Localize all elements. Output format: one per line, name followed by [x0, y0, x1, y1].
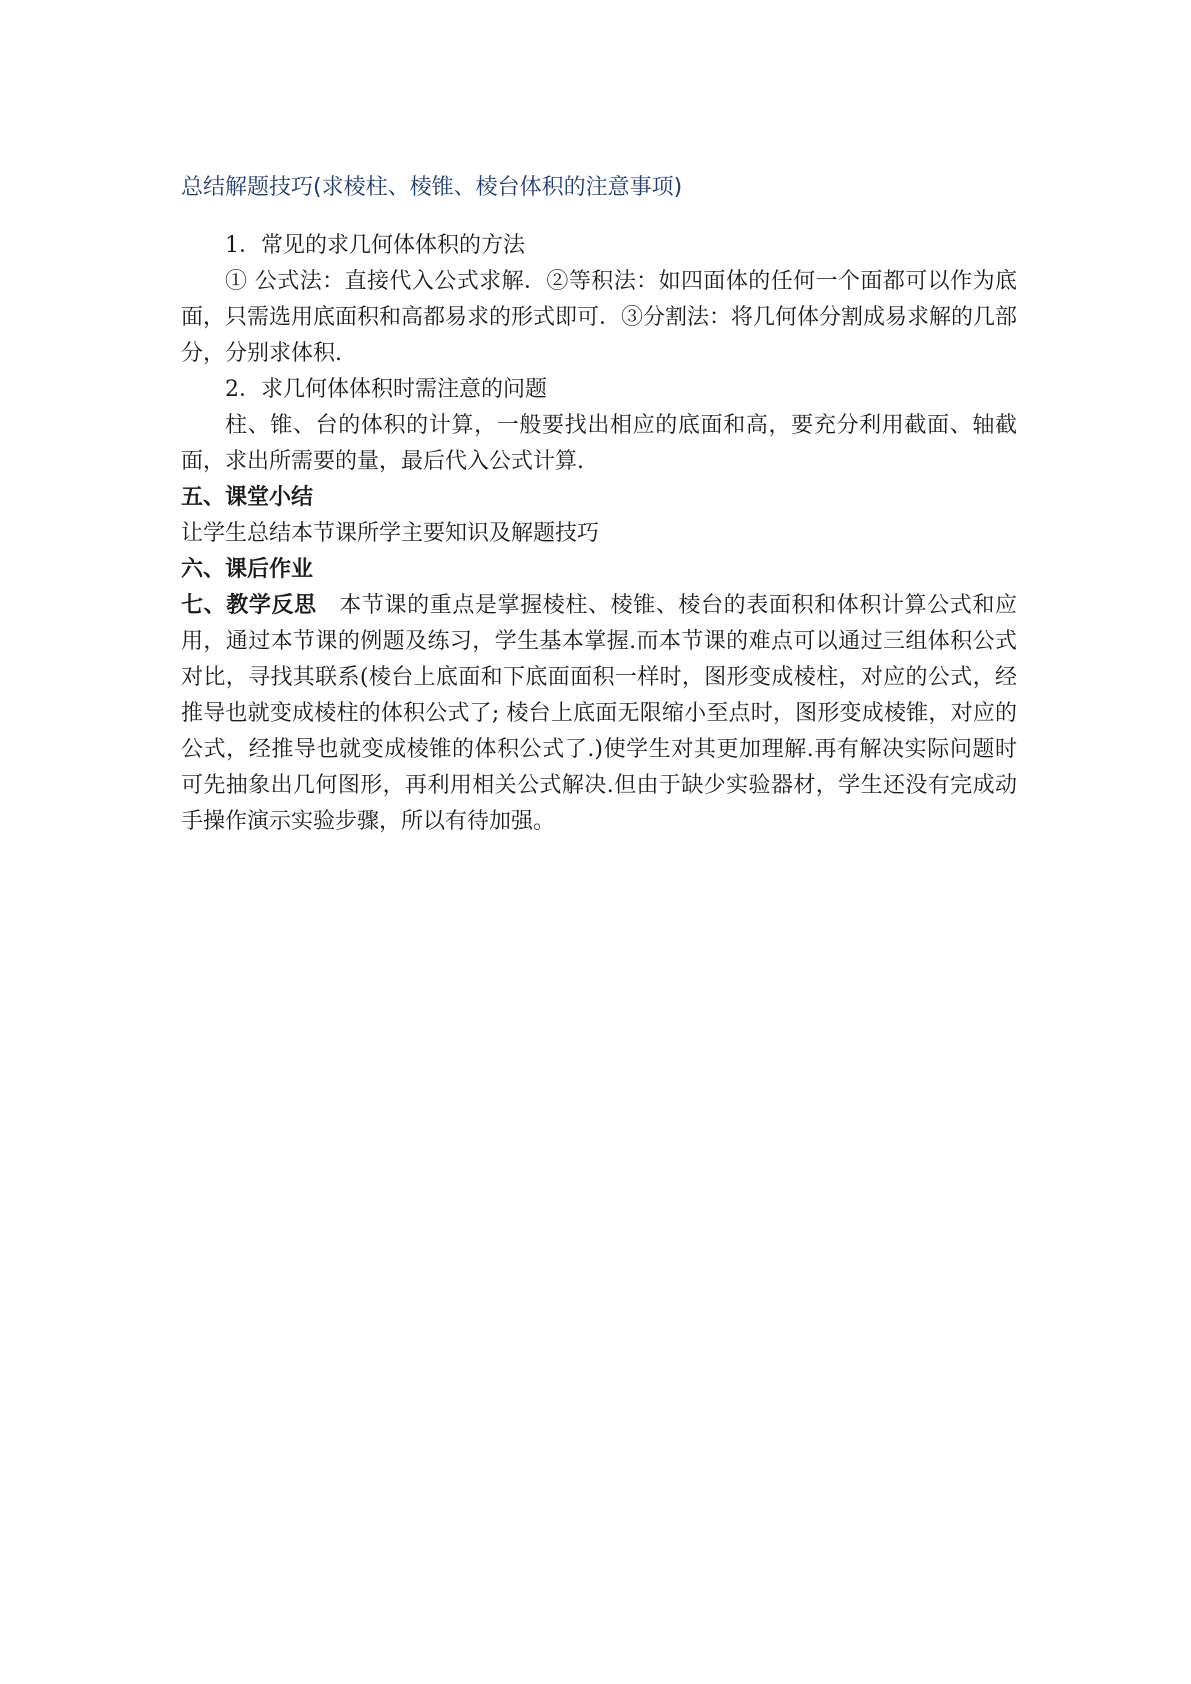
section5-title: 五、课堂小结: [181, 485, 314, 510]
item2-title: 2．求几何体体积时需注意的问题: [225, 377, 547, 402]
item2-body: 柱、锥、台的体积的计算，一般要找出相应的底面和高，要充分利用截面、轴截面，求出所需要的量，最后代入公式计算.: [181, 413, 1017, 474]
summary-heading-suffix: (求棱柱、棱锥、棱台体积的注意事项): [313, 175, 683, 200]
section7-paragraph: [181, 588, 1017, 840]
item1-title: 1．常见的求几何体体积的方法: [225, 233, 525, 258]
item1-body: ① 公式法：直接代入公式求解．②等积法：如四面体的任何一个面都可以作为底面，只需选用底面积和高都易求的形式即可．③分割法：将几何体分割成易求解的几部分，分别求体积.: [181, 269, 1018, 366]
section6-title: 六、课后作业: [181, 557, 314, 582]
summary-heading-prefix: 总结解题技巧: [181, 175, 314, 200]
document-page: [181, 170, 1017, 840]
section7-title: 七、教学反思: [181, 593, 317, 618]
summary-heading: [181, 170, 1017, 206]
section7-body: 本节课的重点是掌握棱柱、棱锥、棱台的表面积和体积计算公式和应用，通过本节课的例题及练习，学生基本掌握.而本节课的难点可以通过三组体积公式对比，寻找其联系(棱台上底面和下底面面积一样时，图形变成棱柱，对应的公式，经推导也就变成棱柱的体积公式了; 棱台上底面无限缩小至点时，图形变成棱锥，对应的公式，经推导也就变成棱锥的体积公式了.)使学生对其更加理解.再有解决实际问题时可先抽象出几何图形，再利用相关公式解决.但由于缺少实验器材，学生还没有完成动手操作演示实验步骤，所以有待加强。: [181, 593, 1017, 834]
section5-body: 让学生总结本节课所学主要知识及解题技巧: [181, 521, 600, 546]
